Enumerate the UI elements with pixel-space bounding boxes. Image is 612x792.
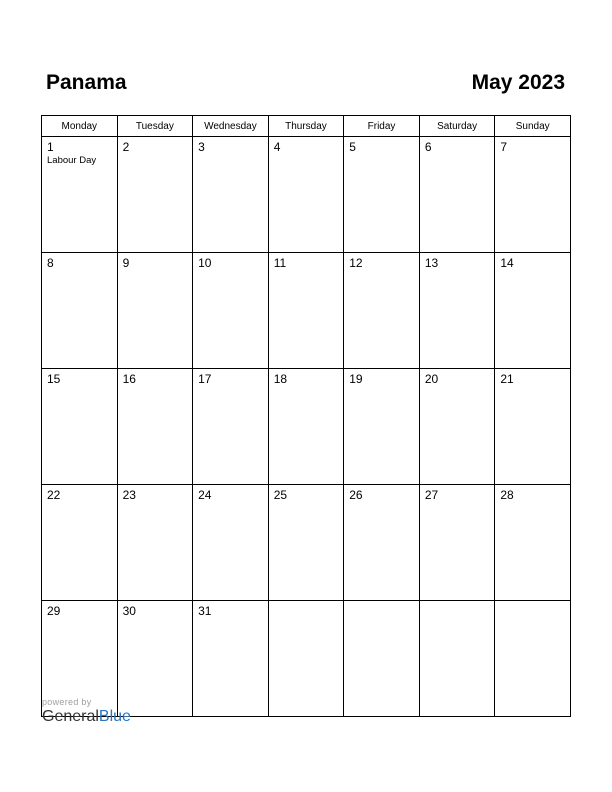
footer-branding [42, 697, 131, 726]
calendar-day-cell [344, 601, 420, 717]
calendar-day-cell [193, 137, 269, 253]
month-year-title: May 2023 [471, 71, 565, 94]
holiday-label: Labour Day [47, 155, 97, 166]
calendar-day-cell [495, 253, 571, 369]
calendar-day-cell [495, 485, 571, 601]
calendar-day-cell [193, 485, 269, 601]
weekday-tuesday: Tuesday [117, 116, 193, 137]
day-number: 2 [122, 140, 130, 154]
calendar-day-cell [42, 369, 118, 485]
powered-by-text: powered by [42, 697, 92, 707]
day-number: 13 [424, 256, 439, 270]
calendar-day-cell [495, 137, 571, 253]
day-number: 21 [500, 372, 514, 386]
calendar-grid [41, 115, 571, 717]
day-number: 8 [47, 256, 54, 270]
day-number: 27 [424, 488, 439, 502]
generalblue-logo [42, 708, 131, 726]
day-number: 3 [198, 140, 205, 154]
day-number: 15 [47, 372, 61, 386]
calendar-day-cell [344, 485, 420, 601]
calendar-day-cell [268, 137, 344, 253]
day-number: 25 [273, 488, 288, 502]
day-number: 31 [198, 604, 212, 618]
weekday-wednesday: Wednesday [193, 116, 269, 137]
brand-general: General [42, 708, 99, 725]
day-number: 4 [273, 140, 281, 154]
calendar-day-cell [344, 137, 420, 253]
day-number: 10 [198, 256, 212, 270]
calendar-day-cell [117, 253, 193, 369]
weekday-sunday: Sunday [495, 116, 571, 137]
calendar-day-cell [42, 253, 118, 369]
weekday-thursday: Thursday [268, 116, 344, 137]
calendar-day-cell [193, 601, 269, 717]
weekday-friday: Friday [344, 116, 420, 137]
day-number: 12 [349, 256, 363, 270]
calendar-day-cell [193, 253, 269, 369]
calendar-day-cell [268, 369, 344, 485]
calendar-week-row [42, 485, 571, 601]
brand-blue: Blue [98, 708, 131, 725]
calendar-day-cell [419, 253, 495, 369]
day-number: 22 [47, 488, 61, 502]
calendar-day-cell [344, 253, 420, 369]
day-number: 6 [424, 140, 432, 154]
day-number: 1 [47, 140, 54, 154]
day-number: 23 [122, 488, 136, 502]
calendar-day-cell [268, 601, 344, 717]
day-number: 30 [122, 604, 136, 618]
weekday-header-row [42, 116, 571, 137]
day-number: 24 [198, 488, 212, 502]
calendar-day-cell [495, 369, 571, 485]
day-number: 26 [349, 488, 363, 502]
calendar-day-cell [419, 137, 495, 253]
calendar-week-row [42, 137, 571, 253]
day-number: 18 [273, 372, 288, 386]
calendar-day-cell [419, 485, 495, 601]
day-number: 9 [122, 256, 130, 270]
calendar-day-cell [193, 369, 269, 485]
day-number: 11 [273, 256, 287, 270]
day-number: 14 [500, 256, 514, 270]
weekday-monday: Monday [42, 116, 118, 137]
calendar-day-cell [495, 601, 571, 717]
weekday-saturday: Saturday [419, 116, 495, 137]
day-number: 5 [349, 140, 356, 154]
day-number: 28 [500, 488, 514, 502]
calendar-day-cell [117, 485, 193, 601]
day-number: 20 [424, 372, 439, 386]
calendar-day-cell [117, 137, 193, 253]
day-number: 7 [500, 140, 508, 154]
calendar-day-cell [42, 485, 118, 601]
day-number: 19 [349, 372, 363, 386]
calendar-day-cell [344, 369, 420, 485]
day-number: 17 [198, 372, 212, 386]
calendar-week-row [42, 253, 571, 369]
calendar-day-cell [419, 369, 495, 485]
country-title: Panama [46, 71, 127, 94]
day-number: 16 [122, 372, 136, 386]
calendar-day-cell [419, 601, 495, 717]
day-number: 29 [47, 604, 61, 618]
calendar-week-row [42, 369, 571, 485]
calendar-day-cell [117, 369, 193, 485]
calendar-day-cell [268, 253, 344, 369]
calendar-day-cell [42, 137, 118, 253]
calendar-day-cell [268, 485, 344, 601]
